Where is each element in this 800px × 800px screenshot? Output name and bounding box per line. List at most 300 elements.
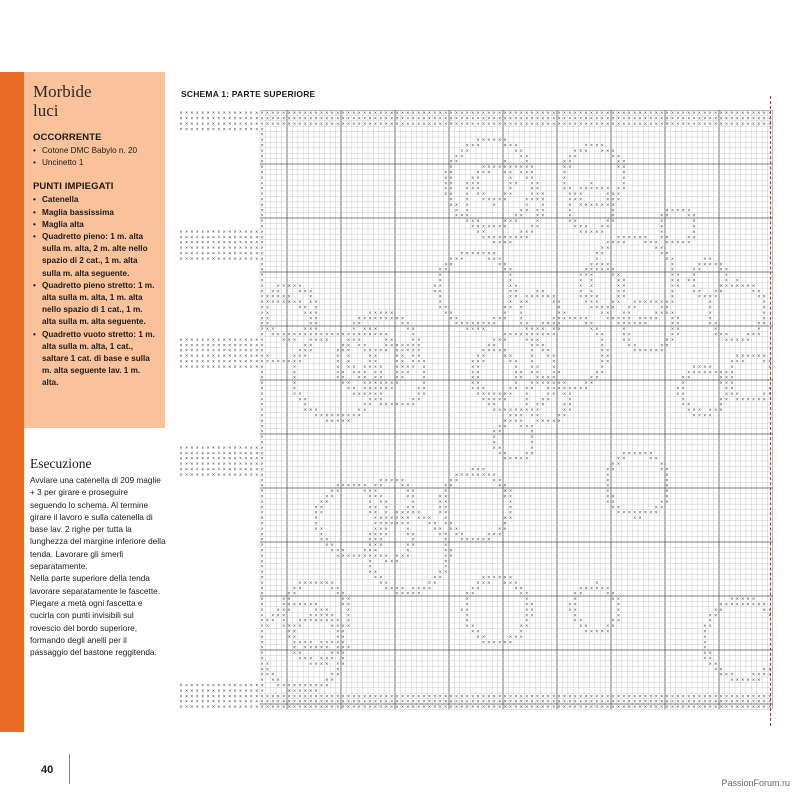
chart-cell-mark: × [266, 116, 269, 122]
chart-cell-mark: × [471, 585, 475, 592]
chart-cell-mark: × [595, 294, 599, 301]
chart-cell-mark: × [536, 110, 539, 117]
chart-cell-mark: × [552, 380, 556, 387]
chart-cell-mark: × [584, 267, 588, 274]
chart-cell-mark: × [498, 337, 502, 344]
chart-cell-mark: × [260, 396, 264, 403]
chart-cell-mark: × [444, 553, 448, 560]
chart-cell-mark: × [644, 315, 647, 322]
chart-cell-mark: × [541, 704, 545, 710]
chart-cell-mark: × [498, 445, 502, 452]
chart-cell-mark: × [476, 629, 480, 635]
chart-cell-mark: × [703, 704, 707, 710]
chart-cell-mark: × [293, 337, 296, 344]
chart-cell-mark: × [476, 386, 480, 392]
chart-cell-mark: × [233, 450, 237, 457]
chart-cell-mark: × [260, 537, 264, 544]
chart-cell-mark: × [460, 699, 464, 706]
chart-cell-mark: × [519, 418, 523, 425]
chart-cell-mark: × [665, 704, 669, 710]
chart-cell-mark: × [249, 699, 253, 706]
chart-cell-mark: × [185, 229, 188, 236]
chart-cell-mark: × [298, 299, 302, 306]
chart-cell-mark: × [471, 364, 475, 371]
chart-cell-mark: × [401, 364, 404, 371]
chart-cell-mark: × [179, 126, 183, 133]
chart-cell-mark: × [671, 278, 674, 284]
chart-cell-mark: × [276, 699, 280, 706]
chart-cell-mark: × [492, 315, 496, 322]
list-item: • Maglia alta [33, 219, 157, 231]
chart-cell-mark: × [600, 224, 604, 230]
chart-cell-mark: × [309, 688, 313, 695]
chart-cell-mark: × [622, 283, 626, 290]
chart-cell-mark: × [714, 612, 718, 619]
chart-cell-mark: × [530, 229, 534, 236]
chart-cell-mark: × [190, 337, 194, 344]
list-item: • Maglia bassissima [33, 207, 157, 219]
chart-cell-mark: × [336, 375, 340, 382]
chart-cell-mark: × [487, 170, 491, 176]
chart-cell-mark: × [260, 299, 264, 306]
chart-cell-mark: × [260, 575, 264, 581]
chart-cell-mark: × [557, 386, 561, 392]
chart-cell-mark: × [509, 175, 512, 182]
chart-cell-mark: × [725, 699, 728, 706]
chart-cell-mark: × [330, 548, 334, 554]
chart-cell-mark: × [260, 634, 264, 641]
chart-cell-mark: × [719, 288, 723, 295]
chart-cell-mark: × [260, 229, 264, 236]
chart-cell-mark: × [719, 704, 723, 710]
chart-cell-mark: × [352, 364, 356, 371]
chart-cell-mark: × [374, 575, 377, 581]
chart-cell-mark: × [222, 693, 226, 700]
chart-cell-mark: × [201, 229, 205, 236]
chart-cell-mark: × [320, 531, 323, 538]
chart-cell-mark: × [476, 143, 480, 149]
chart-cell-mark: × [206, 245, 210, 252]
chart-cell-mark: × [395, 558, 399, 565]
chart-cell-mark: × [368, 542, 372, 549]
chart-cell-mark: × [271, 116, 275, 122]
chart-cell-mark: × [762, 391, 766, 398]
chart-cell-mark: × [530, 704, 534, 710]
chart-cell-mark: × [260, 699, 264, 706]
chart-cell-mark: × [590, 294, 593, 301]
chart-cell-mark: × [633, 116, 637, 122]
chart-cell-mark: × [314, 612, 318, 619]
chart-cell-mark: × [239, 121, 242, 128]
chart-cell-mark: × [422, 391, 426, 398]
chart-cell-mark: × [347, 359, 350, 365]
chart-cell-mark: × [384, 348, 388, 355]
chart-cell-mark: × [201, 342, 205, 349]
chart-cell-mark: × [546, 380, 550, 387]
chart-cell-mark: × [627, 510, 631, 517]
chart-cell-mark: × [395, 704, 399, 710]
chart-cell-mark: × [190, 348, 194, 355]
chart-cell-mark: × [492, 348, 496, 355]
chart-cell-mark: × [217, 245, 221, 252]
chart-cell-mark: × [379, 494, 383, 500]
chart-cell-mark: × [260, 645, 264, 652]
chart-cell-mark: × [314, 683, 318, 689]
chart-cell-mark: × [563, 170, 566, 176]
chart-cell-mark: × [465, 618, 469, 625]
chart-cell-mark: × [422, 515, 426, 522]
chart-cell-mark: × [330, 650, 334, 657]
chart-cell-mark: × [379, 396, 383, 403]
chart-cell-mark: × [487, 699, 491, 706]
chart-cell-mark: × [536, 191, 539, 198]
chart-cell-mark: × [768, 116, 772, 122]
chart-cell-mark: × [514, 110, 518, 117]
chart-cell-mark: × [239, 693, 242, 700]
chart-cell-mark: × [336, 634, 340, 641]
chart-cell-mark: × [368, 386, 372, 392]
chart-cell-mark: × [698, 364, 701, 371]
chart-cell-mark: × [530, 612, 534, 619]
chart-cell-mark: × [525, 396, 529, 403]
chart-cell-mark: × [552, 121, 556, 128]
chart-cell-mark: × [222, 110, 226, 117]
chart-cell-mark: × [228, 337, 232, 344]
chart-cell-mark: × [557, 299, 561, 306]
chart-cell-mark: × [617, 299, 620, 306]
chart-cell-mark: × [357, 483, 361, 490]
chart-cell-mark: × [201, 116, 205, 122]
chart-cell-mark: × [627, 332, 631, 338]
chart-cell-mark: × [519, 369, 523, 376]
chart-cell-mark: × [260, 164, 264, 171]
chart-cell-mark: × [654, 310, 658, 317]
chart-cell-mark: × [514, 699, 518, 706]
chart-cell-mark: × [741, 110, 745, 117]
chart-cell-mark: × [195, 256, 199, 263]
chart-cell-mark: × [266, 666, 269, 673]
chart-cell-mark: × [752, 699, 755, 706]
chart-cell-mark: × [260, 380, 264, 387]
chart-cell-mark: × [465, 607, 469, 614]
chart-cell-mark: × [336, 585, 340, 592]
chart-cell-mark: × [552, 315, 556, 322]
chart-cell-mark: × [266, 110, 269, 117]
chart-cell-mark: × [552, 693, 556, 700]
execution-paragraph-2: Nella parte superiore della tenda lavorare separatamente le fascette. Piegare a metà ogni fascetta e cucirla con punti invisibili sul rovescio del bordo superiore, formando degli anelli per il passaggio del bastone reggitenda. [30, 573, 161, 658]
chart-cell-mark: × [212, 461, 215, 468]
chart-cell-mark: × [627, 315, 631, 322]
chart-cell-mark: × [374, 531, 377, 538]
chart-cell-mark: × [260, 666, 264, 673]
chart-cell-mark: × [255, 110, 259, 117]
chart-cell-mark: × [730, 375, 734, 382]
chart-cell-mark: × [568, 202, 572, 209]
chart-cell-mark: × [519, 164, 523, 171]
chart-cell-mark: × [379, 575, 383, 581]
project-title: Morbide luci [33, 82, 92, 120]
chart-cell-mark: × [363, 693, 367, 700]
chart-cell-mark: × [714, 369, 718, 376]
chart-cell-mark: × [557, 699, 561, 706]
chart-cell-mark: × [293, 645, 296, 652]
chart-cell-mark: × [406, 591, 410, 598]
chart-cell-mark: × [266, 315, 269, 322]
chart-cell-mark: × [617, 240, 620, 247]
chart-cell-mark: × [206, 450, 210, 457]
chart-cell-mark: × [201, 348, 205, 355]
execution-heading: Esecuzione [30, 456, 92, 471]
chart-cell-mark: × [590, 278, 593, 284]
chart-cell-mark: × [606, 240, 610, 247]
chart-cell-mark: × [438, 531, 442, 538]
chart-cell-mark: × [492, 391, 496, 398]
chart-cell-mark: × [541, 326, 545, 333]
chart-cell-mark: × [179, 337, 183, 344]
chart-cell-mark: × [622, 175, 626, 182]
chart-cell-mark: × [606, 305, 610, 311]
chart-cell-mark: × [660, 121, 664, 128]
chart-cell-mark: × [368, 564, 372, 571]
chart-cell-mark: × [341, 342, 345, 349]
chart-cell-mark: × [649, 121, 653, 128]
chart-cell-mark: × [509, 704, 512, 710]
chart-cell-mark: × [179, 240, 183, 247]
chart-cell-mark: × [509, 407, 512, 414]
chart-cell-mark: × [293, 369, 296, 376]
chart-cell-mark: × [287, 116, 291, 122]
chart-cell-mark: × [287, 629, 291, 635]
chart-cell-mark: × [654, 299, 658, 306]
chart-cell-mark: × [573, 197, 577, 203]
chart-cell-mark: × [687, 375, 691, 382]
chart-cell-mark: × [244, 364, 248, 371]
chart-cell-mark: × [363, 402, 367, 409]
chart-cell-mark: × [260, 375, 264, 382]
chart-cell-mark: × [255, 240, 259, 247]
chart-cell-mark: × [476, 116, 480, 122]
chart-cell-mark: × [395, 585, 399, 592]
chart-cell-mark: × [255, 704, 259, 710]
chart-cell-mark: × [617, 510, 620, 517]
chart-cell-mark: × [752, 116, 755, 122]
chart-cell-mark: × [746, 337, 750, 344]
chart-cell-mark: × [530, 434, 534, 441]
chart-cell-mark: × [503, 699, 507, 706]
chart-cell-mark: × [487, 580, 491, 587]
chart-cell-mark: × [746, 596, 750, 603]
chart-cell-mark: × [260, 423, 264, 430]
chart-cell-mark: × [590, 261, 593, 268]
chart-cell-mark: × [649, 693, 653, 700]
chart-cell-mark: × [282, 294, 286, 301]
chart-cell-mark: × [260, 218, 264, 225]
chart-cell-mark: × [341, 704, 345, 710]
chart-cell-mark: × [514, 164, 518, 171]
chart-cell-mark: × [212, 342, 215, 349]
chart-cell-mark: × [654, 315, 658, 322]
chart-cell-mark: × [293, 623, 296, 630]
chart-cell-mark: × [579, 693, 583, 700]
chart-cell-mark: × [476, 537, 480, 544]
chart-cell-mark: × [438, 267, 442, 274]
chart-cell-mark: × [514, 386, 518, 392]
chart-cell-mark: × [519, 704, 523, 710]
chart-cell-mark: × [536, 121, 539, 128]
chart-cell-mark: × [444, 175, 448, 182]
punti-heading: PUNTI IMPIEGATI [33, 181, 114, 193]
chart-cell-mark: × [546, 418, 550, 425]
chart-cell-mark: × [606, 585, 610, 592]
chart-cell-mark: × [606, 477, 610, 484]
chart-cell-mark: × [276, 704, 280, 710]
chart-cell-mark: × [725, 332, 728, 338]
chart-cell-mark: × [363, 348, 367, 355]
chart-cell-mark: × [471, 629, 475, 635]
chart-cell-mark: × [212, 359, 215, 365]
chart-cell-mark: × [444, 494, 448, 500]
chart-cell-mark: × [590, 110, 593, 117]
chart-cell-mark: × [541, 418, 545, 425]
chart-cell-mark: × [201, 240, 205, 247]
chart-cell-mark: × [384, 116, 388, 122]
chart-cell-mark: × [644, 121, 647, 128]
chart-cell-mark: × [768, 699, 772, 706]
chart-cell-mark: × [287, 704, 291, 710]
chart-cell-mark: × [303, 396, 307, 403]
chart-cell-mark: × [314, 332, 318, 338]
chart-cell-mark: × [222, 116, 226, 122]
chart-cell-mark: × [714, 121, 718, 128]
chart-cell-mark: × [260, 305, 264, 311]
chart-cell-mark: × [573, 121, 577, 128]
chart-cell-mark: × [217, 256, 221, 263]
chart-cell-mark: × [606, 472, 610, 479]
chart-cell-mark: × [552, 364, 556, 371]
chart-cell-mark: × [303, 348, 307, 355]
chart-cell-mark: × [525, 175, 529, 182]
chart-cell-mark: × [595, 580, 599, 587]
chart-cell-mark: × [536, 375, 539, 382]
chart-cell-mark: × [465, 121, 469, 128]
chart-cell-mark: × [703, 656, 707, 662]
chart-cell-mark: × [233, 364, 237, 371]
chart-cell-mark: × [595, 585, 599, 592]
chart-cell-mark: × [384, 580, 388, 587]
chart-cell-mark: × [195, 445, 199, 452]
chart-cell-mark: × [622, 180, 626, 187]
chart-cell-mark: × [465, 197, 469, 203]
chart-cell-mark: × [309, 121, 313, 128]
chart-cell-mark: × [438, 569, 442, 576]
chart-cell-mark: × [195, 126, 199, 133]
chart-cell-mark: × [525, 299, 529, 306]
chart-cell-mark: × [460, 256, 464, 263]
chart-cell-mark: × [411, 337, 415, 344]
chart-cell-mark: × [525, 197, 529, 203]
chart-cell-mark: × [195, 364, 199, 371]
chart-cell-mark: × [271, 699, 275, 706]
chart-cell-mark: × [692, 121, 696, 128]
chart-cell-mark: × [363, 332, 367, 338]
chart-cell-mark: × [476, 391, 480, 398]
chart-cell-mark: × [557, 315, 561, 322]
chart-cell-mark: × [665, 116, 669, 122]
chart-cell-mark: × [730, 677, 734, 684]
chart-cell-mark: × [676, 283, 680, 290]
chart-cell-mark: × [222, 337, 226, 344]
chart-cell-mark: × [206, 116, 210, 122]
chart-cell-mark: × [411, 121, 415, 128]
chart-cell-mark: × [617, 234, 620, 241]
chart-cell-mark: × [676, 272, 680, 279]
chart-cell-mark: × [341, 591, 345, 598]
chart-cell-mark: × [708, 110, 712, 117]
chart-cell-mark: × [276, 121, 280, 128]
chart-cell-mark: × [644, 348, 647, 355]
chart-cell-mark: × [201, 251, 205, 257]
chart-cell-mark: × [185, 699, 188, 706]
chart-cell-mark: × [525, 110, 529, 117]
chart-cell-mark: × [719, 332, 723, 338]
chart-cell-mark: × [536, 186, 539, 193]
chart-cell-mark: × [341, 596, 345, 603]
chart-cell-mark: × [525, 234, 529, 241]
chart-cell-mark: × [757, 677, 761, 684]
chart-cell-mark: × [260, 240, 264, 247]
chart-cell-mark: × [514, 585, 518, 592]
chart-cell-mark: × [590, 272, 593, 279]
chart-cell-mark: × [368, 353, 372, 360]
chart-cell-mark: × [347, 612, 350, 619]
chart-cell-mark: × [719, 375, 723, 382]
chart-cell-mark: × [374, 488, 377, 495]
chart-cell-mark: × [541, 396, 545, 403]
chart-cell-mark: × [482, 472, 485, 479]
chart-cell-mark: × [233, 229, 237, 236]
chart-cell-mark: × [665, 494, 669, 500]
chart-cell-mark: × [590, 267, 593, 274]
chart-cell-mark: × [503, 337, 507, 344]
chart-cell-mark: × [708, 369, 712, 376]
chart-cell-mark: × [530, 380, 534, 387]
chart-cell-mark: × [638, 121, 642, 128]
chart-cell-mark: × [590, 375, 593, 382]
chart-cell-mark: × [519, 310, 523, 317]
chart-cell-mark: × [233, 116, 237, 122]
chart-cell-mark: × [487, 321, 491, 328]
chart-cell-mark: × [692, 283, 696, 290]
chart-cell-mark: × [347, 380, 350, 387]
chart-cell-mark: × [530, 164, 534, 171]
chart-cell-mark: × [644, 699, 647, 706]
chart-cell-mark: × [384, 515, 388, 522]
chart-cell-mark: × [541, 110, 545, 117]
chart-cell-mark: × [190, 240, 194, 247]
chart-cell-mark: × [422, 116, 426, 122]
chart-cell-mark: × [244, 121, 248, 128]
chart-cell-mark: × [212, 693, 215, 700]
chart-cell-mark: × [449, 116, 453, 122]
chart-cell-mark: × [255, 699, 259, 706]
chart-cell-mark: × [287, 110, 291, 117]
chart-cell-mark: × [514, 234, 518, 241]
chart-cell-mark: × [444, 121, 448, 128]
chart-cell-mark: × [557, 305, 561, 311]
chart-cell-mark: × [185, 467, 188, 473]
chart-cell-mark: × [449, 310, 453, 317]
chart-cell-mark: × [573, 218, 577, 225]
